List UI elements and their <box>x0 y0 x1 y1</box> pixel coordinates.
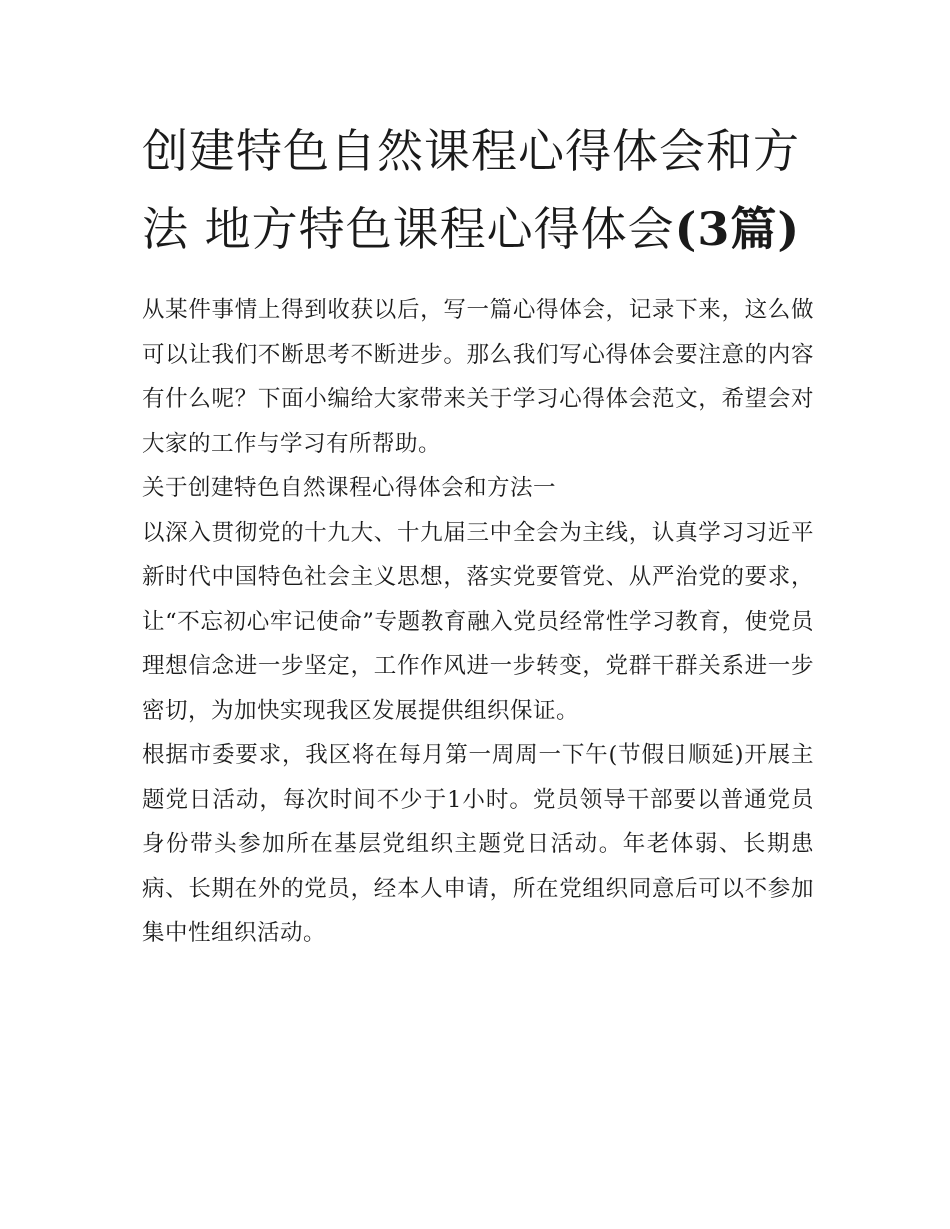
document-body <box>142 288 814 956</box>
document-title <box>142 112 814 268</box>
section-heading: 关于创建特色自然课程心得体会和方法一 <box>142 475 557 501</box>
body-paragraph: 根据市委要求，我区将在每月第一周周一下午(节假日顺延)开展主题党日活动，每次时间不少于1小时。党员领导干部要以普通党员身份带头参加所在基层党组织主题党日活动。年老体弱、长期患病、长期在外的党员，经本人申请，所在党组织同意后可以不参加集中性组织活动。 <box>142 742 814 946</box>
document-page <box>142 112 814 956</box>
intro-paragraph: 从某件事情上得到收获以后，写一篇心得体会，记录下来，这么做可以让我们不断思考不断进步。那么我们写心得体会要注意的内容有什么呢？下面小编给大家带来关于学习心得体会范文，希望会对大家的工作与学习有所帮助。 <box>142 297 814 457</box>
body-paragraph: 以深入贯彻党的十九大、十九届三中全会为主线，认真学习习近平新时代中国特色社会主义思想，落实党要管党、从严治党的要求，让“不忘初心牢记使命”专题教育融入党员经常性学习教育，使党员理想信念进一步坚定，工作作风进一步转变，党群干群关系进一步密切，为加快实现我区发展提供组织保证。 <box>142 519 814 724</box>
title-suffix: (3篇) <box>674 202 801 256</box>
title-main: 创建特色自然课程心得体会和方法 地方特色课程心得体会 <box>142 124 800 256</box>
